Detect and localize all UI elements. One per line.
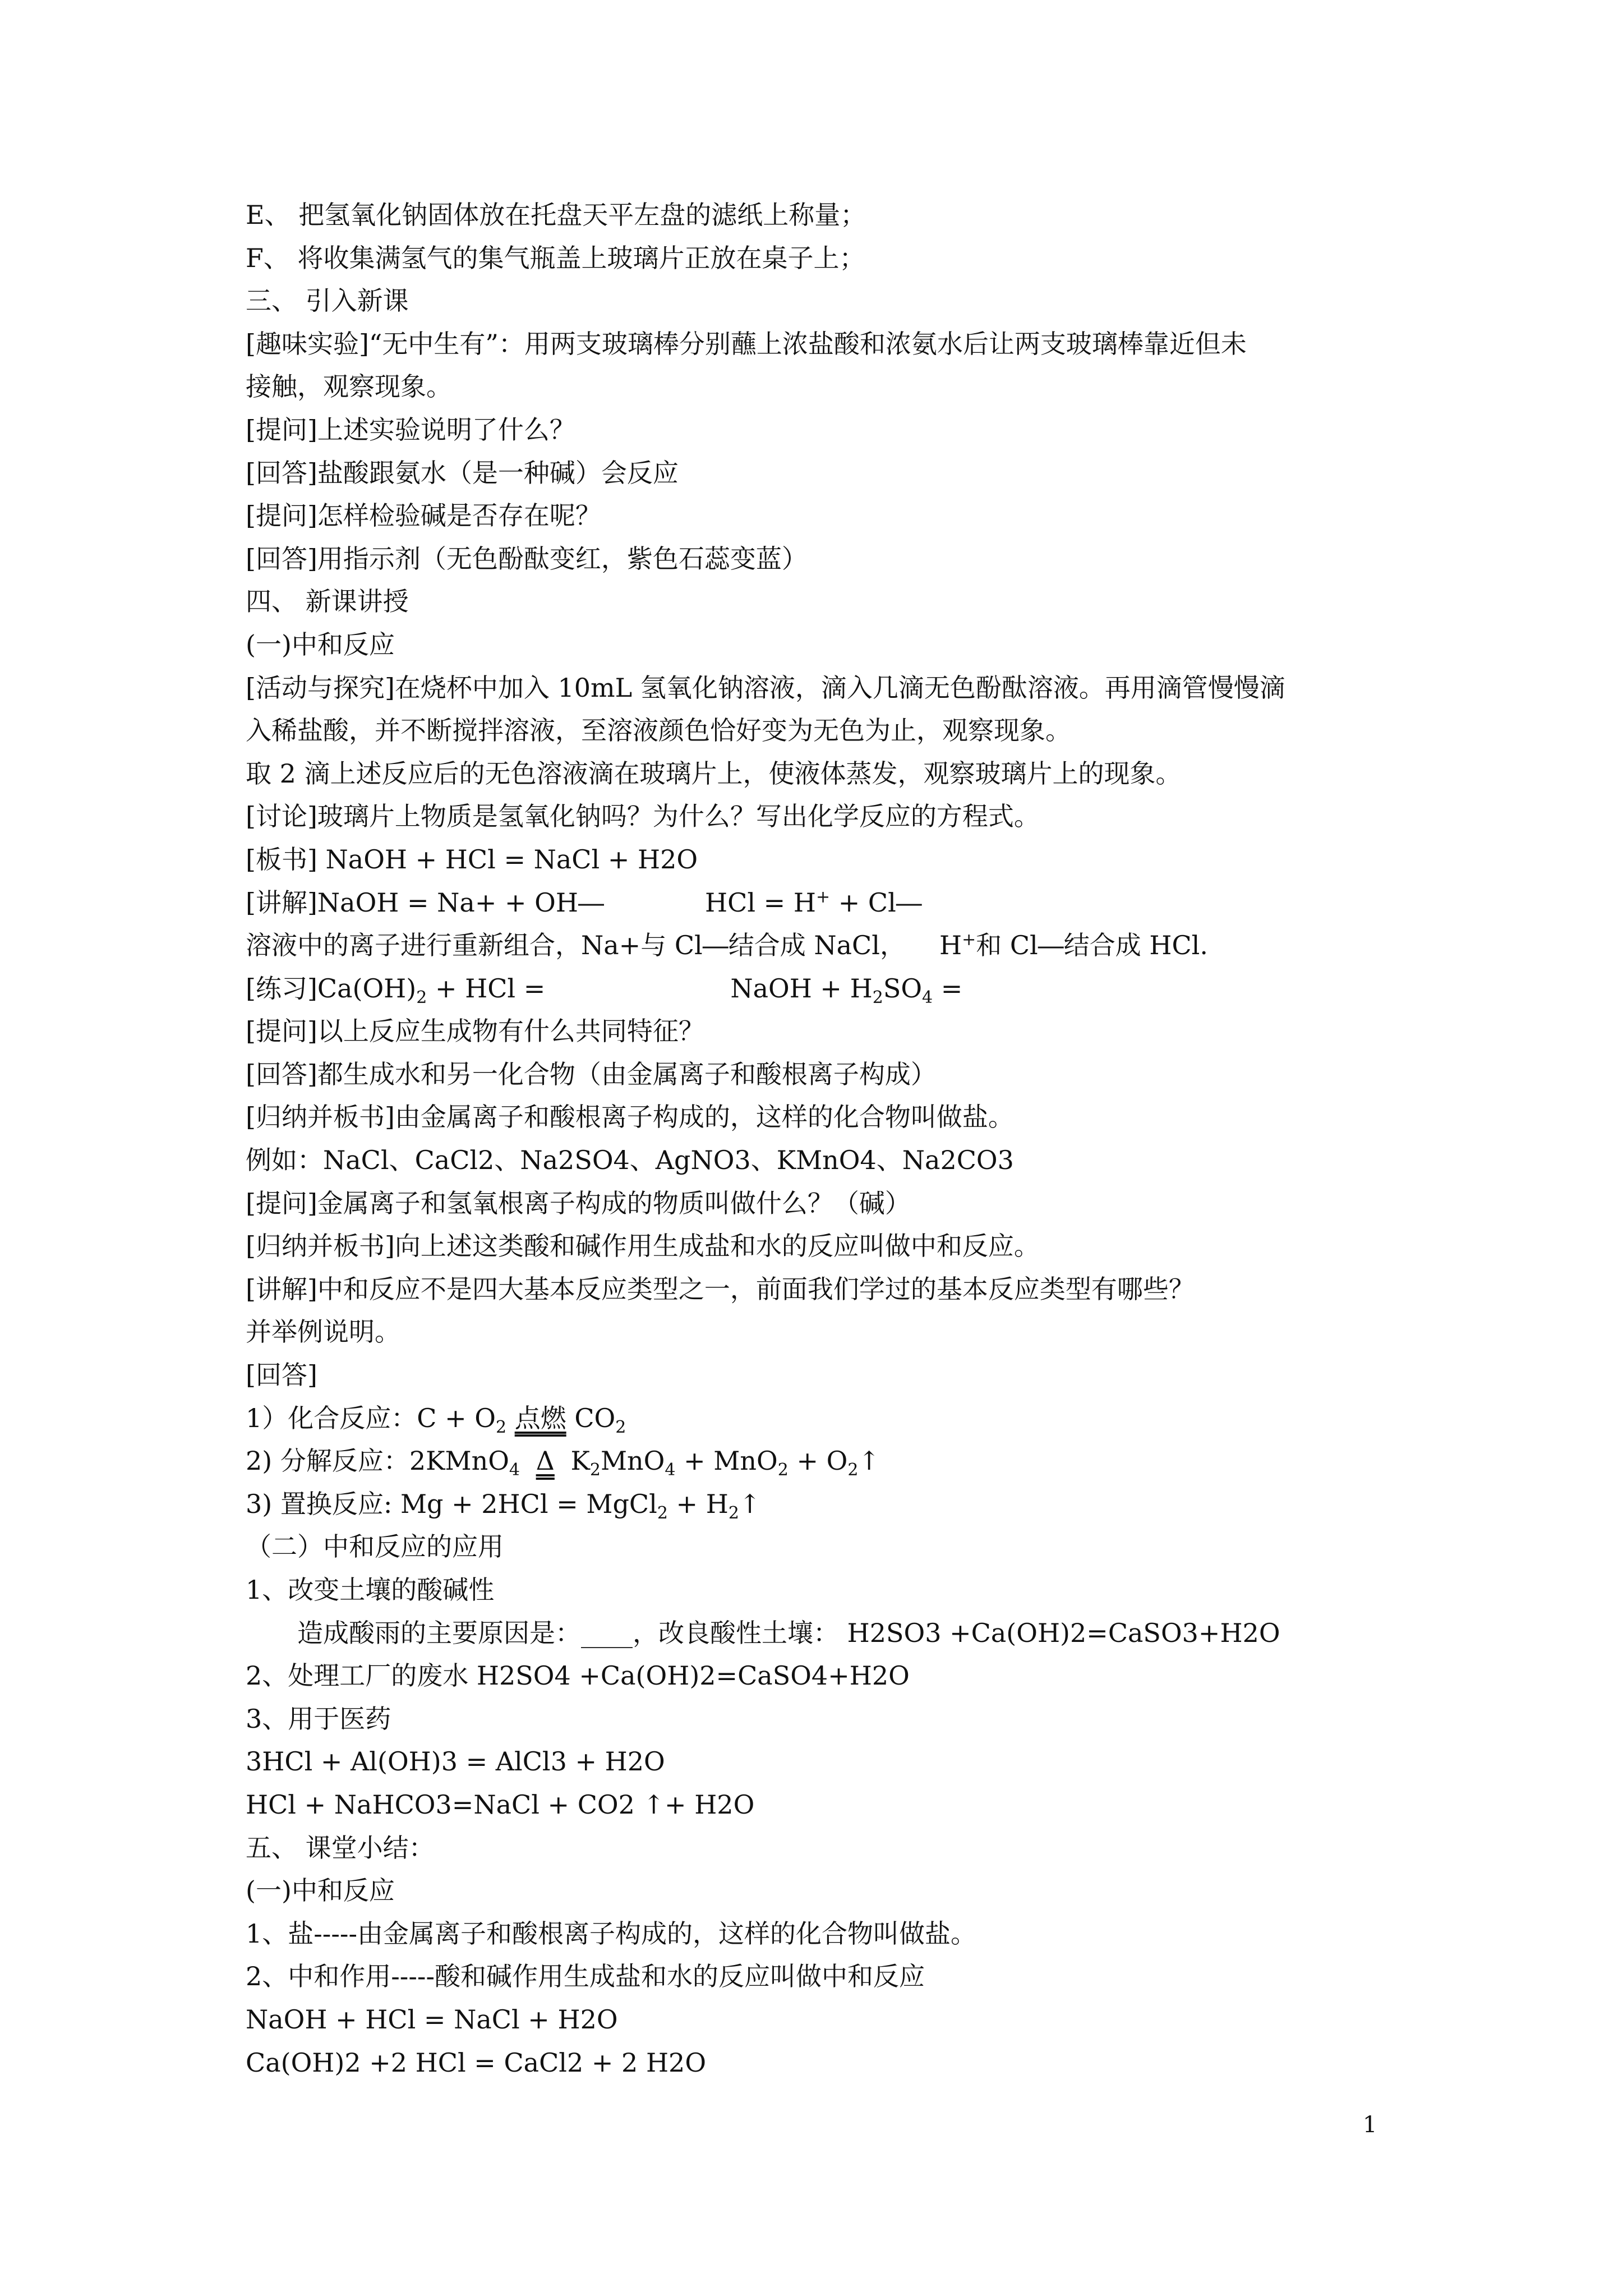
text-line: 接触，观察现象。: [246, 371, 452, 402]
text-line: [板书] NaOH + HCl = NaCl + H2O: [246, 844, 698, 875]
text-line: [提问]怎样检验碱是否存在呢？: [246, 500, 601, 531]
text-line: [回答]都生成水和另一化合物（由金属离子和酸根离子构成）: [246, 1059, 937, 1089]
page-number: 1: [1363, 2112, 1377, 2138]
text-line: [活动与探究]在烧杯中加入 10mL 氢氧化钠溶液，滴入几滴无色酚酞溶液。再用滴管慢慢滴: [246, 672, 1285, 703]
acid-rain-line: 造成酸雨的主要原因是：____，改良酸性土壤： H2SO3 +Ca(OH)2=CaSO3+H2O: [297, 1617, 1280, 1648]
practice-line: [练习]$Ca(OH)_2$ + HCl = NaOH + $H_2SO_4$ =: [246, 973, 963, 1007]
text-line: [讨论]玻璃片上物质是氢氧化钠吗？为什么？写出化学反应的方程式。: [246, 801, 1040, 832]
text-line: 取 2 滴上述反应后的无色溶液滴在玻璃片上，使液体蒸发，观察玻璃片上的现象。: [246, 758, 1182, 789]
text-line: 并举例说明。: [246, 1317, 400, 1347]
text-line: [回答]用指示剂（无色酚酞变红，紫色石蕊变蓝）: [246, 543, 808, 574]
combination-reaction: 1）化合反应：$C + O_2$ 点燃 $CO_2$: [246, 1402, 626, 1437]
document-body: [246, 194, 1440, 2084]
explain-left: [讲解]NaOH = Na+ + OH―: [246, 887, 605, 918]
text-line: [回答]: [246, 1360, 317, 1391]
text-line: 2、处理工厂的废水 H2SO4 +Ca(OH)2=CaSO4+H2O: [246, 1660, 910, 1691]
equation-line: Ca(OH)2 +2 HCl = CaCl2 + 2 H2O: [246, 2047, 707, 2078]
text-line: F、 将收集满氢气的集气瓶盖上玻璃片正放在桌子上；: [246, 242, 865, 273]
text-line: 3、用于医药: [246, 1703, 391, 1734]
displacement-reaction: 3) 置换反应: Mg + 2HCl = MgCl$_2$ + $H_2↑$: [246, 1488, 761, 1523]
text-line: [提问]上述实验说明了什么？: [246, 414, 575, 445]
text-line: [提问]金属离子和氢氧根离子构成的物质叫做什么？（碱）: [246, 1188, 911, 1218]
text-line: 入稀盐酸，并不断搅拌溶液，至溶液颜色恰好变为无色为止，观察现象。: [246, 715, 1071, 746]
explain-right: HCl = H+ + Cl―: [705, 887, 922, 918]
recombine-line: 溶液中的离子进行重新组合，Na+与 Cl―结合成 NaCl， H+和 Cl―结合成 HCl.: [246, 930, 1209, 961]
equation-line: NaOH + HCl = NaCl + H2O: [246, 2004, 618, 2035]
text-line: 1、盐-----由金属离子和酸根离子构成的，这样的化合物叫做盐。: [246, 1918, 976, 1949]
decomposition-reaction: 2) 分解反应：2KMnO$_4$ Δ $K_2MnO_4 + MnO_2$ + $O_2↑$: [246, 1446, 880, 1480]
text-line: E、 把氢氧化钠固体放在托盘天平左盘的滤纸上称量；: [246, 200, 866, 230]
section-heading: 五、 课堂小结：: [246, 1832, 435, 1863]
subsection-heading: (一)中和反应: [246, 1875, 395, 1906]
reaction-condition: 点燃: [514, 1402, 566, 1433]
subsection-heading: (一)中和反应: [246, 629, 395, 660]
text-line: [趣味实验]“无中生有”：用两支玻璃棒分别蘸上浓盐酸和浓氨水后让两支玻璃棒靠近但未: [246, 328, 1247, 359]
equation-line: HCl + NaHCO3=NaCl + CO2 ↑+ H2O: [246, 1789, 755, 1820]
section-heading: 四、 新课讲授: [246, 586, 409, 617]
example-line: 例如：NaCl、CaCl2、Na2SO4、AgNO3、KMnO4、Na2CO3: [246, 1145, 1014, 1176]
subsection-heading: （二）中和反应的应用: [246, 1531, 504, 1562]
text-line: [归纳并板书]由金属离子和酸根离子构成的，这样的化合物叫做盐。: [246, 1102, 1014, 1133]
explain-line: [246, 881, 1440, 924]
text-line: [提问]以上反应生成物有什么共同特征？: [246, 1016, 704, 1047]
reaction-condition: Δ: [536, 1446, 555, 1476]
text-line: [回答]盐酸跟氨水（是一种碱）会反应: [246, 457, 679, 488]
text-line: 2、中和作用-----酸和碱作用生成盐和水的反应叫做中和反应: [246, 1961, 925, 1992]
text-line: 1、改变土壤的酸碱性: [246, 1575, 495, 1605]
text-line: [归纳并板书]向上述这类酸和碱作用生成盐和水的反应叫做中和反应。: [246, 1231, 1040, 1262]
equation-line: 3HCl + Al(OH)3 = AlCl3 + H2O: [246, 1746, 665, 1777]
section-heading: 三、 引入新课: [246, 286, 409, 316]
text-line: [讲解]中和反应不是四大基本反应类型之一，前面我们学过的基本反应类型有哪些？: [246, 1273, 1195, 1304]
